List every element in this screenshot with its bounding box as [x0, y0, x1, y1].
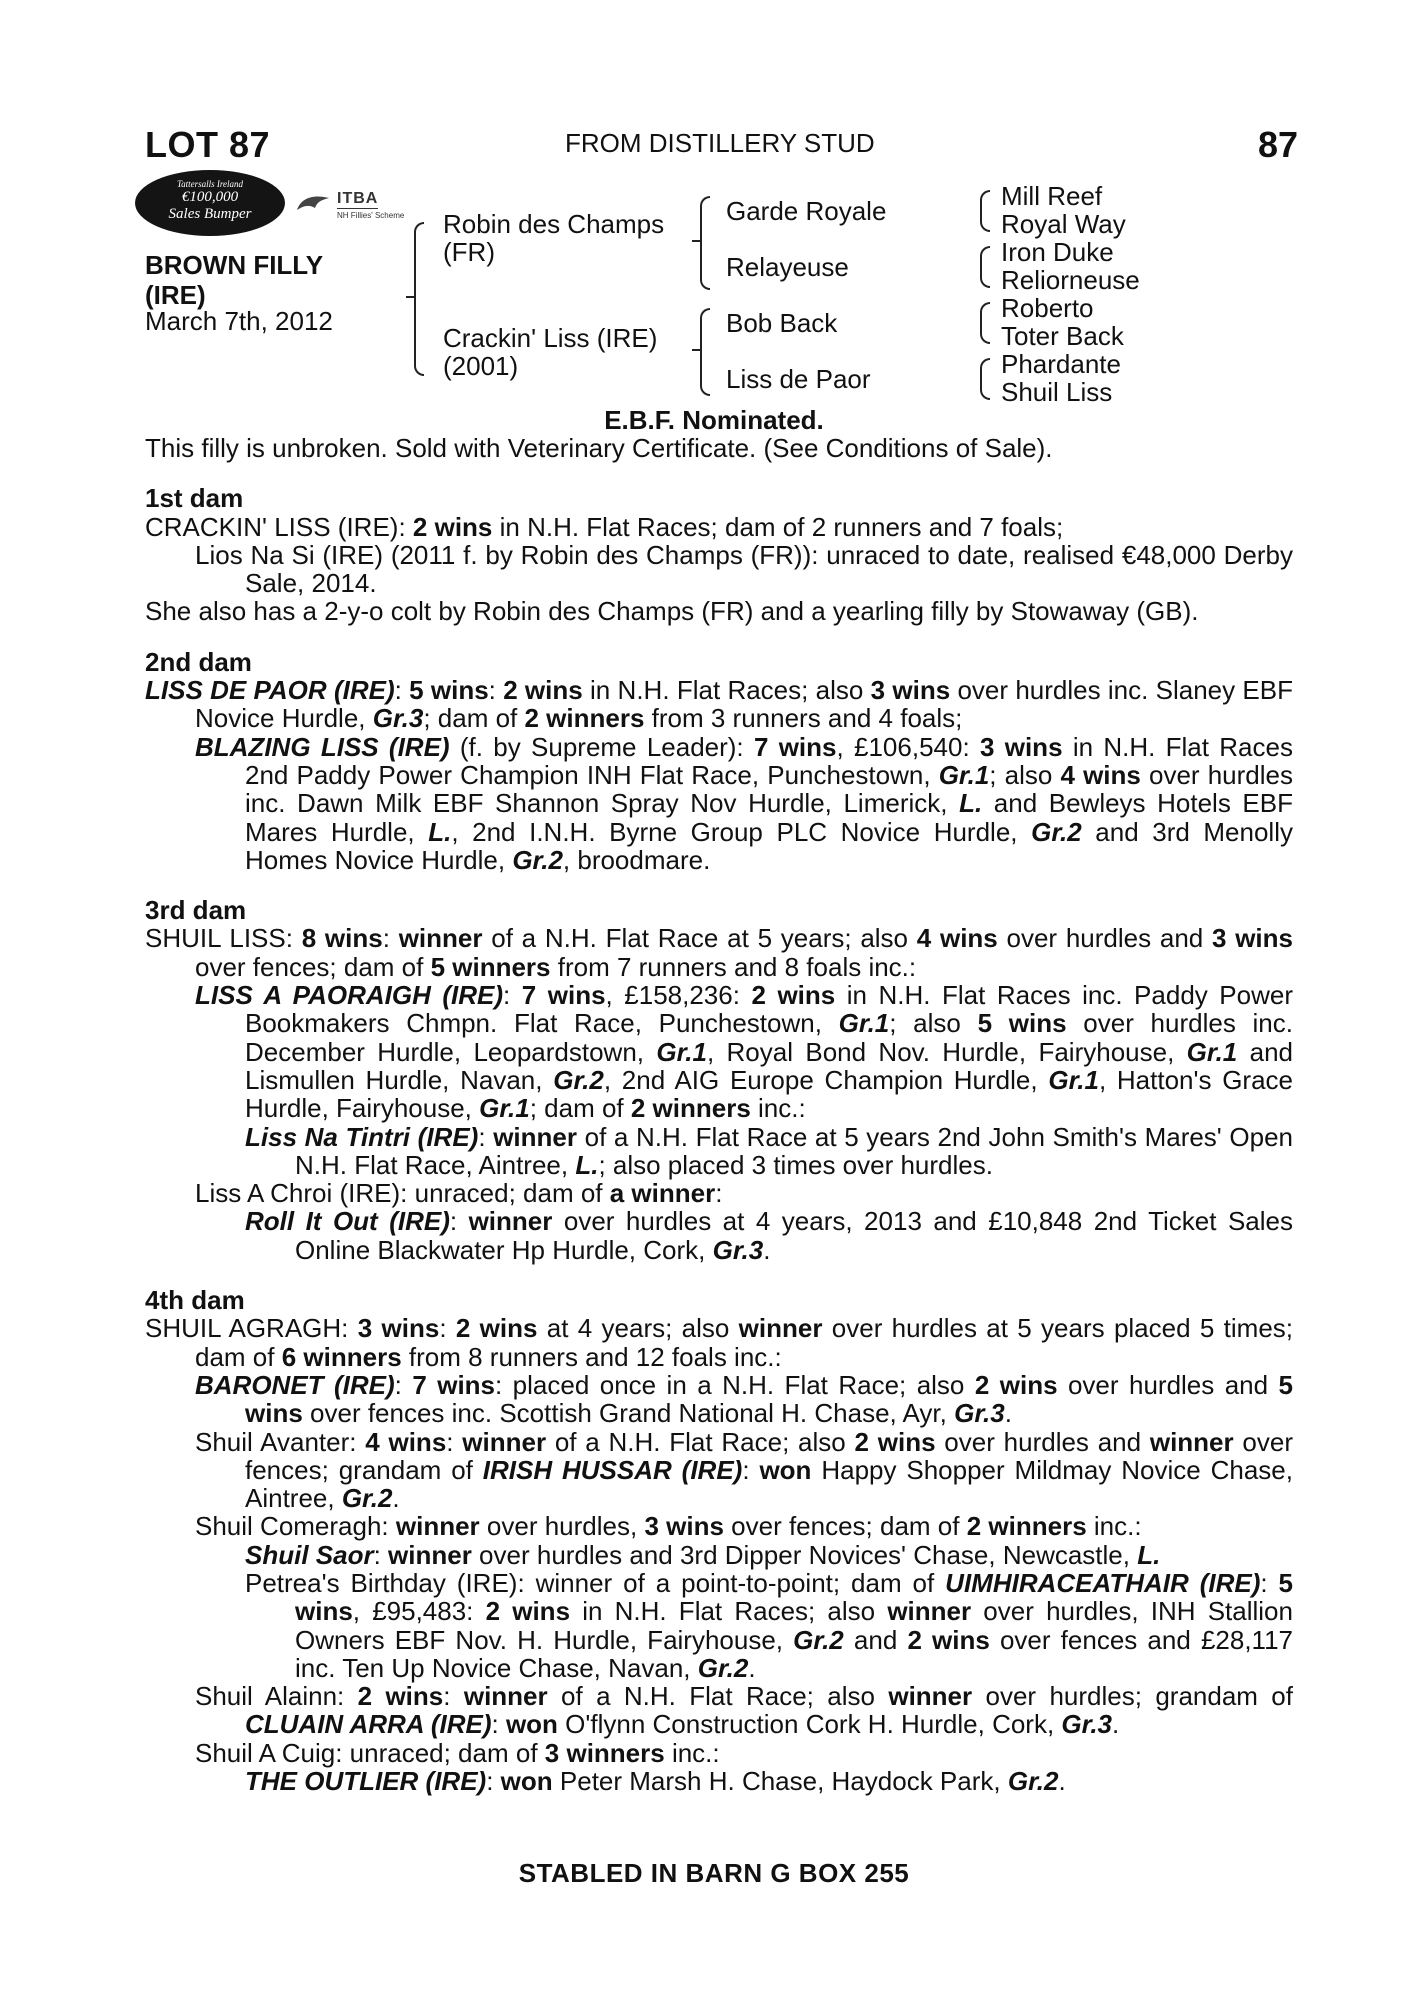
gg-name: Shuil Liss [1001, 377, 1113, 407]
gg-brace-1 [980, 190, 990, 232]
dam-dam: Liss de Paor [726, 364, 871, 394]
itba-logo: ITBA NH Fillies' Scheme [295, 190, 430, 230]
produce-entry: Shuil Comeragh: winner over hurdles, 3 wins over fences; dam of 2 winners inc.: [195, 1511, 1142, 1542]
produce-entry: Liss Na Tintri (IRE): winner of a N.H. Flat Race at 5 years 2nd John Smith's Mares' Open N.H. Flat Race, Aintree, L.; also placed 3 times over hurdles. [245, 1121, 1294, 1180]
sire-sire: Garde Royale [726, 196, 887, 226]
produce-entry: Lios Na Si (IRE) (2011 f. by Robin des Champs (FR)): unraced to date, realised €48,000 Derby Sale, 2014. [195, 539, 1293, 599]
catalogue-body [145, 434, 1293, 1795]
produce-entry: Shuil A Cuig: unraced; dam of 3 winners inc.: [195, 1737, 720, 1768]
stabling-info: STABLED IN BARN G BOX 255 [518, 1858, 910, 1888]
gg-brace-4 [980, 358, 990, 400]
produce-entry: Shuil Saor: winner over hurdles and 3rd Dipper Novices' Chase, Newcastle, L. [245, 1539, 1161, 1570]
brace-tick [692, 349, 700, 351]
section-third-dam: 3rd dam [145, 895, 247, 926]
gg-brace-2 [980, 246, 990, 288]
sales-bumper-logo: Tattersalls Ireland €100,000 Sales Bumper [135, 170, 285, 236]
dam-sire: Bob Back [726, 308, 838, 338]
gg-name: Roberto [1001, 293, 1094, 323]
section-fourth-dam: 4th dam [145, 1285, 245, 1316]
gg-name: Reliorneuse [1001, 265, 1140, 295]
produce-entry: BLAZING LISS (IRE) (f. by Supreme Leader): 7 wins, £106,540: 3 wins in N.H. Flat Races 2nd Paddy Power Champion INH Flat Race, Punchestown, Gr.1; also 4 wins over hurdles inc. Dawn Milk EBF Shannon Spray Nov Hurdle, Limerick, L. and Bewleys Hotels EBF Mares Hurdle, L., 2nd I.N.H. Byrne Group PLC Novice Hurdle, Gr.2 and 3rd Menolly Homes Novice Hurdle, Gr.2, broodmare. [195, 731, 1293, 875]
horse-dob: March 7th, 2012 [145, 306, 333, 336]
lot-label: LOT 87 [145, 124, 271, 165]
dam-entry: SHUIL AGRAGH: 3 wins: 2 wins at 4 years; also winner over hurdles at 5 years placed 5 times; dam of 6 winners from 8 runners and 12 foals inc.: [145, 1313, 1293, 1372]
produce-entry: LISS A PAORAIGH (IRE): 7 wins, £158,236: 2 wins in N.H. Flat Races inc. Paddy Power Bookmakers Chmpn. Flat Race, Punchestown, Gr.1; also 5 wins over hurdles inc. December Hurdle, Leopardstown, Gr.1, Royal Bond Nov. Hurdle, Fairyhouse, Gr.1 and Lismullen Hurdle, Navan, Gr.2, 2nd AIG Europe Champion Hurdle, Gr.1, Hatton's Grace Hurdle, Fairyhouse, Gr.1; dam of 2 winners inc.: [195, 980, 1293, 1124]
consignor: FROM DISTILLERY STUD [565, 128, 875, 158]
dam: Crackin' Liss (IRE) (2001) [443, 323, 658, 381]
produce-note: She also has a 2-y-o colt by Robin des Champs (FR) and a yearling filly by Stowaway (GB). [145, 596, 1199, 627]
brace-tick [692, 240, 700, 242]
gg-name: Royal Way [1001, 209, 1126, 239]
produce-entry: BARONET (IRE): 7 wins: placed once in a N.H. Flat Race; also 2 wins over hurdles and 5 wins over fences inc. Scottish Grand National H. Chase, Ayr, Gr.3. [195, 1369, 1293, 1429]
produce-entry: Shuil Avanter: 4 wins: winner of a N.H. Flat Race; also 2 wins over hurdles and winner over fences; grandam of IRISH HUSSAR (IRE): won Happy Shopper Mildmay Novice Chase, Aintree, Gr.2. [195, 1426, 1293, 1514]
horse-head-icon [295, 192, 331, 214]
gg-name: Toter Back [1001, 321, 1124, 351]
produce-entry: Shuil Alainn: 2 wins: winner of a N.H. Flat Race; also winner over hurdles; grandam of CLUAIN ARRA (IRE): won O'flynn Construction Cork H. Hurdle, Cork, Gr.3. [195, 1681, 1293, 1740]
produce-entry: Petrea's Birthday (IRE): winner of a point-to-point; dam of UIMHIRACEATHAIR (IRE): 5 wins, £95,483: 2 wins in N.H. Flat Races; also winner over hurdles, INH Stallion Owners EBF Nov. H. Hurdle, Fairyhouse, Gr.2 and 2 wins over fences and £28,117 inc. Ten Up Novice Chase, Navan, Gr.2. [245, 1567, 1294, 1683]
lot-number: 87 [1257, 124, 1298, 165]
brace-tick [406, 296, 414, 298]
gg-brace-3 [980, 302, 990, 344]
produce-entry: Roll It Out (IRE): winner over hurdles at 4 years, 2013 and £10,848 2nd Ticket Sales Online Blackwater Hp Hurdle, Cork, Gr.3. [245, 1206, 1293, 1265]
pedigree-brace [414, 222, 424, 376]
produce-entry: Liss A Chroi (IRE): unraced; dam of a winner: [195, 1178, 723, 1209]
dam-entry: LISS DE PAOR (IRE): 5 wins: 2 wins in N.H. Flat Races; also 3 wins over hurdles inc. Slaney EBF Novice Hurdle, Gr.3; dam of 2 winners from 3 runners and 4 foals; [145, 675, 1293, 734]
unbroken-note: This filly is unbroken. Sold with Veterinary Certificate. (See Conditions of Sale). [145, 433, 1053, 463]
dam-entry: CRACKIN' LISS (IRE): 2 wins in N.H. Flat Races; dam of 2 runners and 7 foals; [145, 511, 1064, 542]
gg-name: Iron Duke [1001, 237, 1114, 267]
horse-description: BROWN FILLY (IRE) [145, 250, 323, 310]
ebf-nominated: E.B.F. Nominated. [604, 405, 824, 435]
dam-brace [700, 308, 710, 396]
sire-dam: Relayeuse [726, 252, 849, 282]
produce-entry: THE OUTLIER (IRE): won Peter Marsh H. Chase, Haydock Park, Gr.2. [245, 1766, 1066, 1797]
section-first-dam: 1st dam [145, 483, 244, 514]
dam-entry: SHUIL LISS: 8 wins: winner of a N.H. Flat Race at 5 years; also 4 wins over hurdles and 3 wins over fences; dam of 5 winners from 7 runners and 8 foals inc.: [145, 923, 1293, 982]
section-second-dam: 2nd dam [145, 646, 252, 677]
sire-brace [700, 196, 710, 290]
sire: Robin des Champs (FR) [443, 209, 665, 267]
gg-name: Mill Reef [1001, 181, 1103, 211]
gg-name: Phardante [1001, 349, 1121, 379]
